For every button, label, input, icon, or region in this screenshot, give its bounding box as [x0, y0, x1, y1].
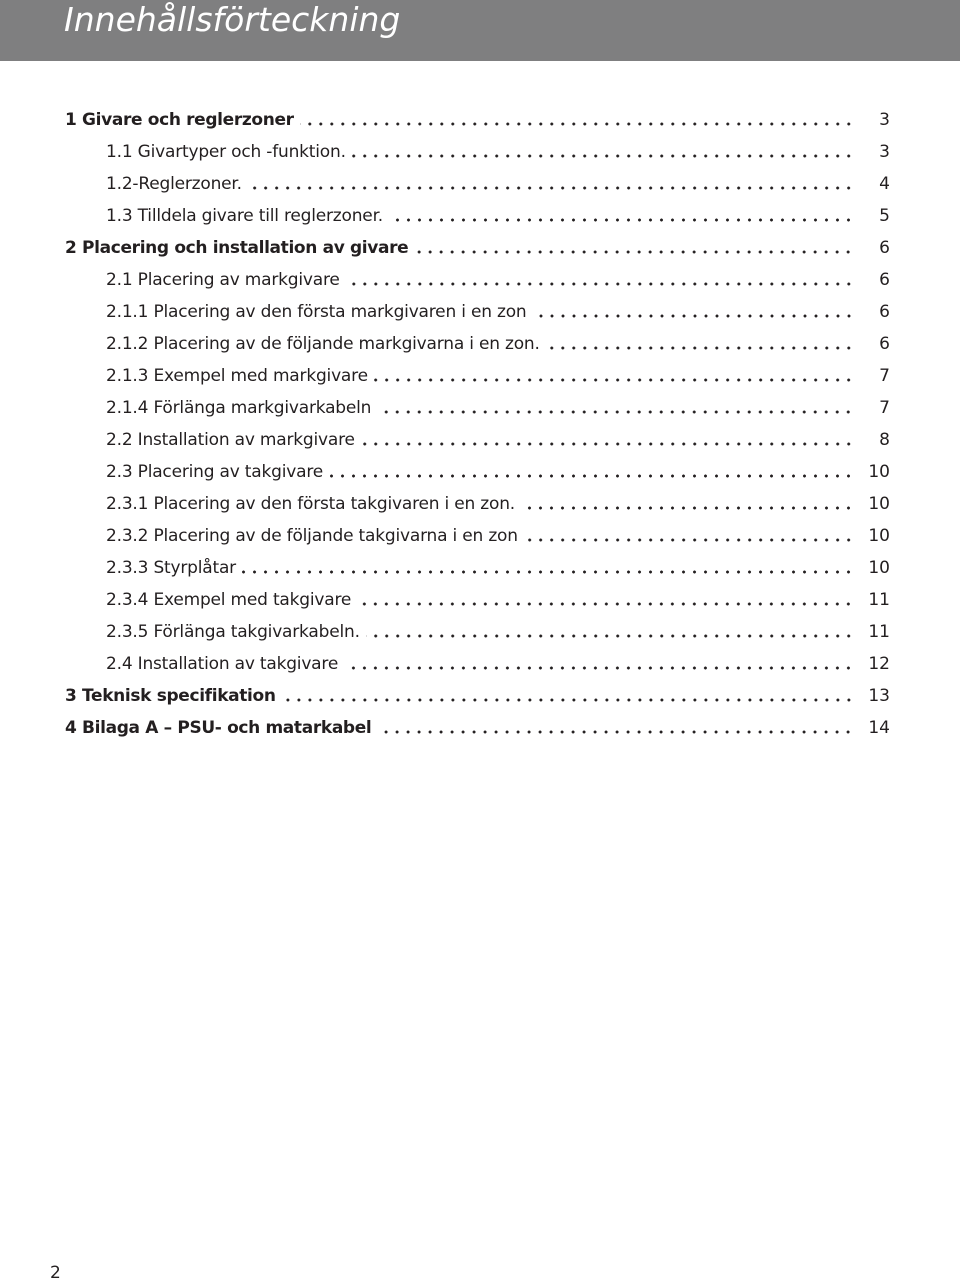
toc-entry[interactable]: [0, 392, 960, 424]
toc-entry-title: 2.1.4 Förlänga markgivarkabeln: [106, 398, 372, 418]
toc-entry-page: 10: [868, 462, 890, 482]
toc-entry-page: 13: [868, 686, 890, 706]
toc-dot-leader: [377, 399, 854, 417]
toc-dot-leader: [389, 207, 854, 225]
toc-entry[interactable]: [0, 168, 960, 200]
toc-entry[interactable]: [0, 584, 960, 616]
toc-dot-leader: [414, 239, 854, 257]
toc-dot-leader: [546, 335, 854, 353]
toc-entry[interactable]: [0, 360, 960, 392]
toc-dot-leader: [366, 623, 854, 641]
toc-entry[interactable]: [0, 296, 960, 328]
toc-entry[interactable]: [0, 648, 960, 680]
toc-dot-leader: [242, 559, 854, 577]
toc-entry[interactable]: [0, 104, 960, 136]
toc-dot-leader: [524, 527, 854, 545]
page-title: Innehållsförteckning: [64, 0, 401, 39]
toc-entry-page: 10: [868, 494, 890, 514]
toc-entry-title: 2.1.1 Placering av den första markgivaren i en zon: [106, 302, 527, 322]
toc-entry[interactable]: [0, 488, 960, 520]
toc-entry-page: 4: [879, 174, 890, 194]
toc-entry-page: 14: [868, 718, 890, 738]
toc-entry-title: 2.3.1 Placering av den första takgivaren i en zon.: [106, 494, 516, 514]
toc-dot-leader: [352, 143, 854, 161]
toc-entry-page: 3: [879, 142, 890, 162]
toc-entry[interactable]: [0, 520, 960, 552]
toc-entry[interactable]: [0, 424, 960, 456]
toc-entry[interactable]: [0, 264, 960, 296]
toc-entry-title: 2.3.5 Förlänga takgivarkabeln.: [106, 622, 360, 642]
toc-entry-title: 3 Teknisk specifikation: [65, 686, 276, 706]
toc-entry-title: 2.4 Installation av takgivare: [106, 654, 339, 674]
toc-entry-title: 2.3.2 Placering av de följande takgivarna i en zon: [106, 526, 518, 546]
toc-dot-leader: [377, 719, 854, 737]
toc-entry-title: 2.3 Placering av takgivare: [106, 462, 323, 482]
toc-entry-title: 2.3.3 Styrplåtar: [106, 558, 236, 578]
header-bar: [0, 0, 960, 61]
toc-entry[interactable]: [0, 456, 960, 488]
table-of-contents: [0, 104, 960, 744]
toc-entry-title: 2.3.4 Exempel med takgivare: [106, 590, 352, 610]
toc-entry[interactable]: [0, 232, 960, 264]
toc-entry[interactable]: [0, 328, 960, 360]
toc-entry-page: 3: [879, 110, 890, 130]
toc-entry[interactable]: [0, 616, 960, 648]
toc-entry[interactable]: [0, 712, 960, 744]
toc-dot-leader: [346, 271, 854, 289]
toc-entry-title: 2 Placering och installation av givare: [65, 238, 409, 258]
toc-entry-page: 6: [879, 238, 890, 258]
toc-entry-page: 6: [879, 302, 890, 322]
toc-entry-title: 2.1.2 Placering av de följande markgivarna i en zon.: [106, 334, 540, 354]
toc-entry-title: 2.2 Installation av markgivare: [106, 430, 355, 450]
toc-dot-leader: [357, 591, 854, 609]
toc-entry-title: 2.1.3 Exempel med markgivare: [106, 366, 368, 386]
toc-dot-leader: [361, 431, 854, 449]
page-number: 2: [50, 1263, 61, 1283]
toc-dot-leader: [533, 303, 855, 321]
toc-dot-leader: [374, 367, 854, 385]
toc-entry-page: 10: [868, 558, 890, 578]
toc-entry-title: 1.2-Reglerzoner.: [106, 174, 242, 194]
toc-entry-page: 8: [879, 430, 890, 450]
toc-entry-page: 6: [879, 334, 890, 354]
toc-dot-leader: [248, 175, 854, 193]
toc-entry-title: 2.1 Placering av markgivare: [106, 270, 340, 290]
toc-entry-page: 11: [868, 590, 890, 610]
toc-dot-leader: [329, 463, 854, 481]
toc-entry-title: 1.3 Tilldela givare till reglerzoner.: [106, 206, 384, 226]
toc-dot-leader: [300, 111, 854, 129]
toc-dot-leader: [282, 687, 854, 705]
toc-dot-leader: [521, 495, 854, 513]
toc-entry[interactable]: [0, 200, 960, 232]
toc-entry-page: 5: [879, 206, 890, 226]
toc-entry-title: 4 Bilaga A – PSU- och matarkabel: [65, 718, 372, 738]
toc-entry-title: 1 Givare och reglerzoner: [65, 110, 294, 130]
toc-entry-page: 12: [868, 654, 890, 674]
toc-entry-title: 1.1 Givartyper och -funktion.: [106, 142, 346, 162]
toc-entry-page: 7: [879, 398, 890, 418]
toc-dot-leader: [344, 655, 854, 673]
toc-entry-page: 10: [868, 526, 890, 546]
toc-entry[interactable]: [0, 680, 960, 712]
toc-entry[interactable]: [0, 552, 960, 584]
toc-entry[interactable]: [0, 136, 960, 168]
toc-entry-page: 11: [868, 622, 890, 642]
toc-entry-page: 7: [879, 366, 890, 386]
toc-entry-page: 6: [879, 270, 890, 290]
